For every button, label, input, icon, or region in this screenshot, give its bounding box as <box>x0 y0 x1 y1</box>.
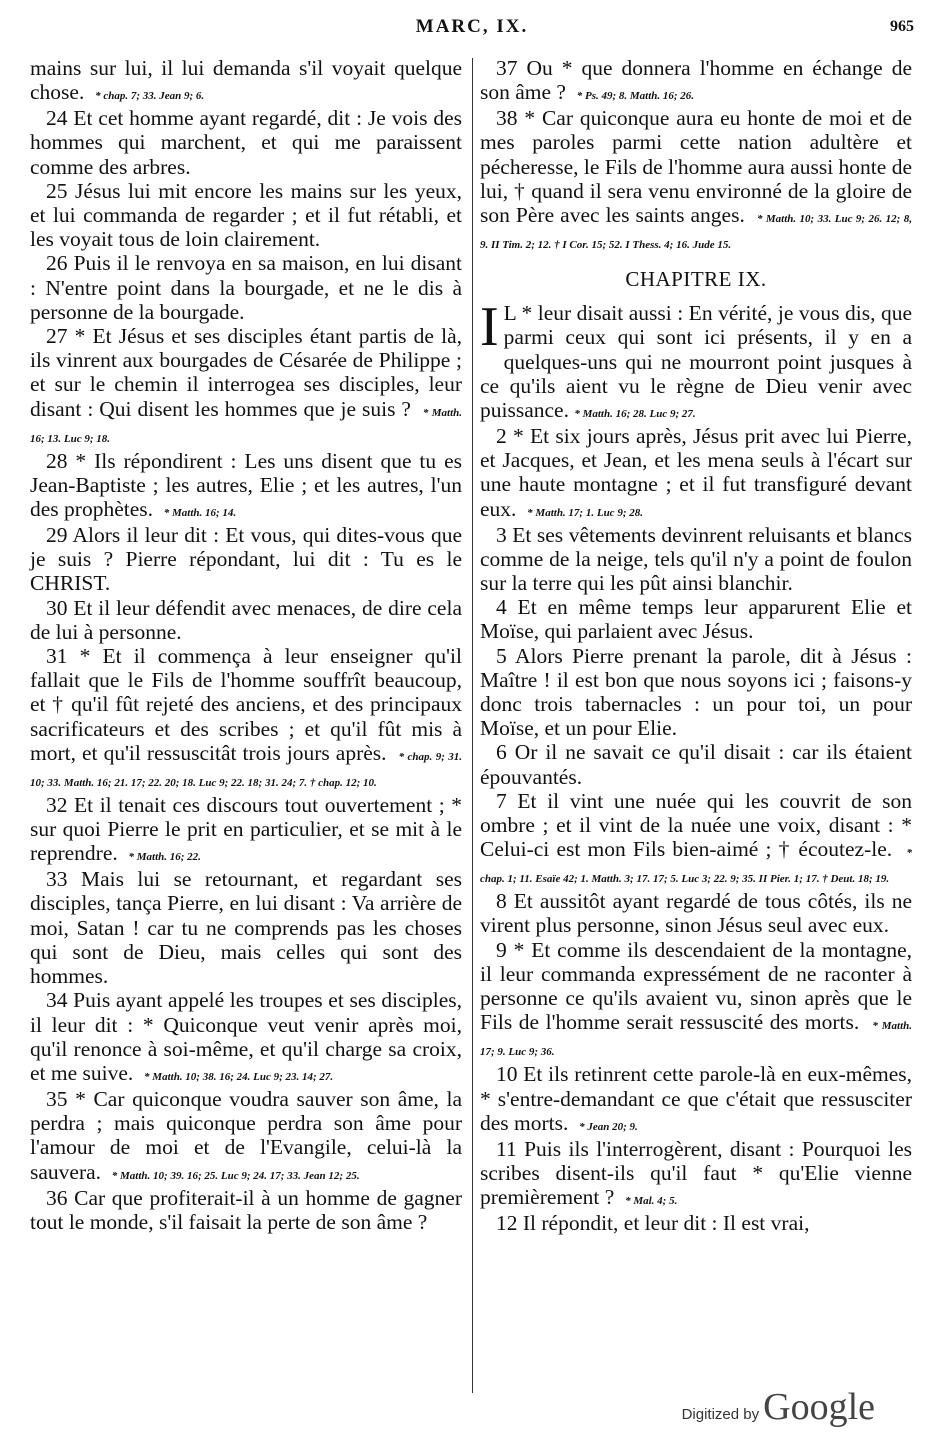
page-header <box>30 16 914 40</box>
verse-reference: * Matth. 16; 22. <box>128 851 201 864</box>
digitized-label: Digitized by <box>681 1406 760 1423</box>
verse <box>480 523 912 596</box>
verse-text: 28 * Ils répondirent : Les uns disent que tu es Jean-Baptiste ; les autres, Elie ; et les autres, l'un des prophètes. <box>30 448 462 522</box>
chapter-first-text: L * leur disait aussi : En vérité, je vous dis, que parmi ceux qui sont ici présents, il y en a quelques-uns qui ne mourront point jusques à ce qu'ils aient vu le règne de Dieu venir avec puissance. <box>480 301 912 423</box>
verse <box>480 789 912 889</box>
page-number: 965 <box>890 18 914 35</box>
verse-text: 36 Car que profiterait-il à un homme de gagner tout le monde, s'il faisait la perte de son âme ? <box>30 1185 462 1234</box>
verse-reference: * Matth. 10; 39. 16; 25. Luc 9; 24. 17; 33. Jean 12; 25. <box>111 1169 360 1182</box>
drop-cap: I <box>480 296 499 359</box>
verse-text: 9 * Et comme ils descendaient de la montagne, il leur commanda expressément de ne raconter à personne ce qu'ils avaient vu, sinon après que le Fils de l'homme serait ressuscité des morts. <box>480 937 912 1035</box>
verse <box>480 1211 912 1235</box>
verse-reference: * Mal. 4; 5. <box>625 1195 678 1208</box>
verse-text: 5 Alors Pierre prenant la parole, dit à Jésus : Maître ! il est bon que nous soyons ici ; faisons-y donc trois tabernacles : un pour toi, un pour Moïse, et un pour Elie. <box>480 643 912 741</box>
digitized-footer <box>682 1385 875 1429</box>
verse <box>480 889 912 937</box>
verse-text: 12 Il répondit, et leur dit : Il est vrai, <box>496 1211 810 1236</box>
verse <box>480 595 912 643</box>
verse-text: 2 * Et six jours après, Jésus prit avec lui Pierre, et Jacques, et Jean, et les mena seuls à l'écart sur une haute montagne ; et il fut transfiguré devant eux. <box>480 424 912 521</box>
verse-text: 30 Et il leur défendit avec menaces, de dire cela de lui à personne. <box>30 595 462 644</box>
verse-text: 24 Et cet homme ayant regardé, dit : Je vois des hommes qui marchent, et qui me paraissent comme des arbres. <box>30 106 462 179</box>
verse-text: 26 Puis il le renvoya en sa maison, en lui disant : N'entre point dans la bourgade, et ne le dis à personne de la bourgade. <box>30 251 462 324</box>
verse <box>30 867 462 988</box>
verse-text: 3 Et ses vêtements devinrent reluisants et blancs comme de la neige, tels qu'il n'y a point de foulon sur la terre qui les pût ainsi blanchir. <box>480 522 912 596</box>
verse-reference: * Matth. 16; 13. Luc 9; 18. <box>30 406 462 445</box>
verse <box>480 740 912 788</box>
verse-reference: * Matth. 17; 1. Luc 9; 28. <box>527 506 643 519</box>
verse-text: 31 * Et il commença à leur enseigner qu'il fallait que le Fils de l'homme souffrît beaucoup, et † qu'il fût rejeté des anciens, et des principaux sacrificateurs et des scribes ; et qu'il fût mis à mort, et qu'il ressuscitât trois jours après. <box>30 644 462 765</box>
verse-reference: * Ps. 49; 8. Matth. 16; 26. <box>576 90 695 103</box>
verse <box>30 596 462 644</box>
verse-reference: * chap. 7; 33. Jean 9; 6. <box>95 90 205 103</box>
column-divider <box>472 58 473 1393</box>
verse <box>30 523 462 596</box>
verse-reference: * chap. 1; 11. Esaïe 42; 1. Matth. 3; 17. 17; 5. Luc 3; 22. 9; 35. II Pier. 1; 17. † Deut. 18; 19. <box>480 847 912 886</box>
verse <box>30 179 462 252</box>
verse <box>480 424 912 523</box>
verse-text: 25 Jésus lui mit encore les mains sur les yeux, et lui commanda de regarder ; et il fut rétabli, et les voyait tous de loin clairement. <box>30 178 462 252</box>
right-column-top <box>480 56 912 255</box>
verse-text: 34 Puis ayant appelé les troupes et ses disciples, il leur dit : * Quiconque veut venir après moi, qu'il renonce à soi-même, et qu'il charge sa croix, et me suive. <box>30 988 462 1085</box>
verse-text: 38 * Car quiconque aura eu honte de moi et de mes paroles parmi cette nation adultère et pécheresse, le Fils de l'homme aura aussi honte de lui, † quand il sera venu environné de la gloire de son Père avec les saints anges. <box>480 106 912 228</box>
right-column <box>480 56 912 1437</box>
right-column-bottom <box>480 424 912 1235</box>
verse <box>480 644 912 741</box>
verse <box>30 1087 462 1186</box>
verse-text: mains sur lui, il lui demanda s'il voyait quelque chose. <box>30 56 462 105</box>
verse-text: 8 Et aussitôt ayant regardé de tous côtés, ils ne virent plus personne, sinon Jésus seul avec eux. <box>480 889 912 938</box>
chapter-heading: CHAPITRE IX. <box>625 267 767 292</box>
verse <box>480 1062 912 1136</box>
verse <box>30 644 462 793</box>
verse-text: 29 Alors il leur dit : Et vous, qui dites-vous que je suis ? Pierre répondant, lui dit : Tu es le CHRIST. <box>30 523 462 596</box>
verse-text: 10 Et ils retinrent cette parole-là en eux-mêmes, * s'entre-demandant ce que c'était que ressusciter des morts. <box>480 1062 912 1135</box>
verse <box>480 106 912 255</box>
verse-text: 4 Et en même temps leur apparurent Elie et Moïse, qui parlaient avec Jésus. <box>480 595 912 644</box>
verse <box>30 1186 462 1234</box>
verse <box>30 324 462 449</box>
verse <box>30 251 462 324</box>
verse-reference: * Matth. 10; 33. Luc 9; 26. 12; 8, 9. II Tim. 2; 12. † I Cor. 15; 52. I Thess. 4; 16. Jude 15. <box>480 213 912 252</box>
verse <box>30 449 462 523</box>
chapter-first-verse <box>480 296 912 424</box>
verse <box>480 56 912 106</box>
verse-reference: * Matth. 16; 14. <box>163 507 237 520</box>
verse <box>30 793 462 867</box>
verse-text: 27 * Et Jésus et ses disciples étant partis de là, ils vinrent aux bourgades de Césarée de Philippe ; et sur le chemin il interrogea ses disciples, leur disant : Qui disent les hommes que je suis ? <box>30 324 462 421</box>
verse-text: 6 Or il ne savait ce qu'il disait : car ils étaient épouvantés. <box>480 740 912 789</box>
verse-reference: * chap. 9; 31. 10; 33. Matth. 16; 21. 17; 22. 20; 18. Luc 9; 22. 18; 31. 24; 7. † chap. 12; 10. <box>30 750 463 789</box>
verse-reference: * Matth. 17; 9. Luc 9; 36. <box>480 1020 913 1059</box>
verse-text: 37 Ou * que donnera l'homme en échange de son âme ? <box>480 56 912 105</box>
verse <box>480 938 912 1063</box>
verse-text: 32 Et il tenait ces discours tout ouvertement ; * sur quoi Pierre le prit en particulier, et se mit à le reprendre. <box>30 792 462 866</box>
verse-text: 33 Mais lui se retournant, et regardant ses disciples, tança Pierre, en lui disant : Va arrière de moi, Satan ! car tu ne comprends pas les choses qui sont de Dieu, mais celles qui sont des hommes. <box>30 867 462 989</box>
verse <box>30 56 462 106</box>
verse-text: 7 Et il vint une nuée qui les couvrit de son ombre ; et il vint de la nuée une voix, disant : * Celui-ci est mon Fils bien-aimé ; † écoutez-le. <box>480 788 912 862</box>
verse <box>30 988 462 1087</box>
verse <box>30 106 462 179</box>
verse <box>480 1137 912 1211</box>
verse-text: 11 Puis ils l'interrogèrent, disant : Pourquoi les scribes disent-ils qu'il faut * qu'Elie vienne premièrement ? <box>480 1136 912 1210</box>
verse-reference: * Jean 20; 9. <box>579 1120 638 1133</box>
verse-text: 35 * Car quiconque voudra sauver son âme, la perdra ; mais quiconque perdra son âme pour l'amour de moi et de l'Evangile, celui-là la sauvera. <box>30 1086 462 1184</box>
left-column <box>30 56 462 1437</box>
verse-reference: * Matth. 10; 38. 16; 24. Luc 9; 23. 14; 27. <box>144 1070 334 1083</box>
google-logo: Google <box>763 1386 875 1428</box>
verse-reference: * Matth. 16; 28. Luc 9; 27. <box>574 408 696 421</box>
running-title: MARC, IX. <box>415 16 529 37</box>
